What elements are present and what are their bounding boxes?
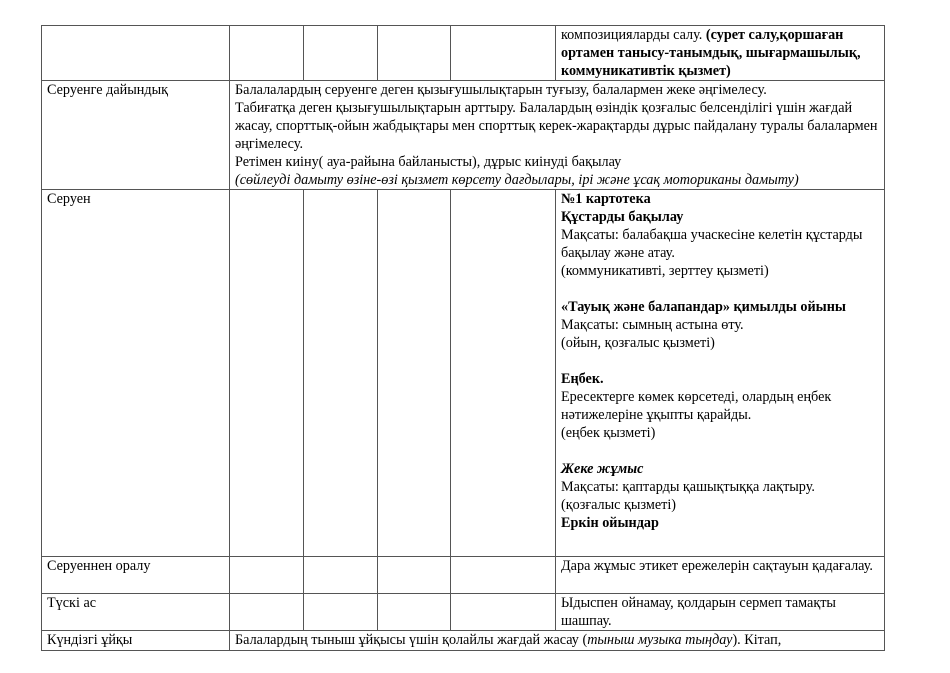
art-activity-text: композицияларды салу. [561,27,706,43]
observation-title: Құстарды бақылау [561,209,684,225]
nap-text-end: ). Кітап, [732,632,782,648]
nap-label: Күндізгі ұйқы [42,631,230,651]
cell-empty [230,594,304,631]
row-walk [42,190,885,557]
game-type: (ойын, қозғалыс қызметі) [561,335,715,351]
individual-work-title: Жеке жұмыс [561,461,644,477]
row-art-activity [42,26,885,81]
cell-empty [378,594,451,631]
row-lunch [42,594,885,631]
nap-text-start: Балалардың тыныш ұйқысы үшін қолайлы жағдай жасау ( [235,632,588,648]
cell-empty [230,557,304,594]
cell-empty [230,26,304,81]
cell-empty [230,190,304,557]
observation-goal: Мақсаты: балабақша учаскесіне келетін құстарды бақылау және атау. [561,227,863,261]
lunch-label: Түскі ас [42,594,230,631]
cell-empty [378,190,451,557]
observation-type: (коммуникативті, зерттеу қызметі) [561,263,769,279]
walk-content [556,190,885,557]
spacer [561,442,880,460]
labor-type: (еңбек қызметі) [561,425,656,441]
lunch-text: Ыдыспен ойнамау, қолдарын сермеп тамақты шашпау. [556,594,885,631]
cell-empty [451,190,556,557]
return-label: Серуеннен оралу [42,557,230,594]
preparation-line-2: Табиғатқа деген қызығушылықтарын арттыру. Балалардың өзіндік қозғалыс белсенділігі үшін жағдай жасау, спорттық-ойын жабдықтары мен спорттық керек-жарақтарды дұрыс пайдалану туралы балалармен әңгімелесу. [235,100,878,152]
cell-empty [304,26,378,81]
walk-label: Серуен [42,190,230,557]
art-activity-cell [556,26,885,81]
walk-preparation-content [230,81,885,190]
art-activity-types: (сурет салу,қоршаған ортамен танысу-танымдық, шығармашылық, коммуникативтік қызмет) [561,27,861,79]
individual-work-type: (қозғалыс қызметі) [561,497,676,513]
row-return-from-walk [42,557,885,594]
cell-empty [304,190,378,557]
free-games: Еркін ойындар [561,515,659,531]
cell-empty [451,594,556,631]
preparation-line-4: (сөйлеуді дамыту өзіне-өзі қызмет көрсету дағдылары, ірі және ұсақ моториканы дамыту) [235,172,799,188]
nap-text-music: тыныш музыка тыңдау [587,632,733,648]
cell-empty [451,26,556,81]
cell-empty [378,26,451,81]
game-goal: Мақсаты: сымның астына өту. [561,317,744,333]
individual-work-goal: Мақсаты: қаптарды қашықтыққа лақтыру. [561,479,815,495]
cell-empty [42,26,230,81]
row-nap [42,631,885,651]
cell-empty [304,557,378,594]
labor-title: Еңбек. [561,371,604,387]
game-title: «Тауық және балапандар» қимылды ойыны [561,299,846,315]
spacer [561,280,880,298]
cell-empty [378,557,451,594]
preparation-line-1: Балалалардың серуенге деген қызығушылықтарын туғызу, балалармен жеке әңгімелесу. [235,82,767,98]
nap-content [230,631,885,651]
cell-empty [451,557,556,594]
spacer [561,352,880,370]
card-title: №1 картотека [561,191,651,207]
schedule-table [41,25,885,651]
preparation-line-3: Ретімен киіну( ауа-райына байланысты), дұрыс киінуді бақылау [235,154,622,170]
cell-empty [304,594,378,631]
return-text: Дара жұмыс этикет ережелерін сақтауын қадағалау. [556,557,885,594]
row-walk-preparation [42,81,885,190]
labor-text: Ересектерге көмек көрсетеді, олардың еңбек нәтижелеріне ұқыпты қарайды. [561,389,832,423]
walk-preparation-label: Серуенге дайындық [42,81,230,190]
